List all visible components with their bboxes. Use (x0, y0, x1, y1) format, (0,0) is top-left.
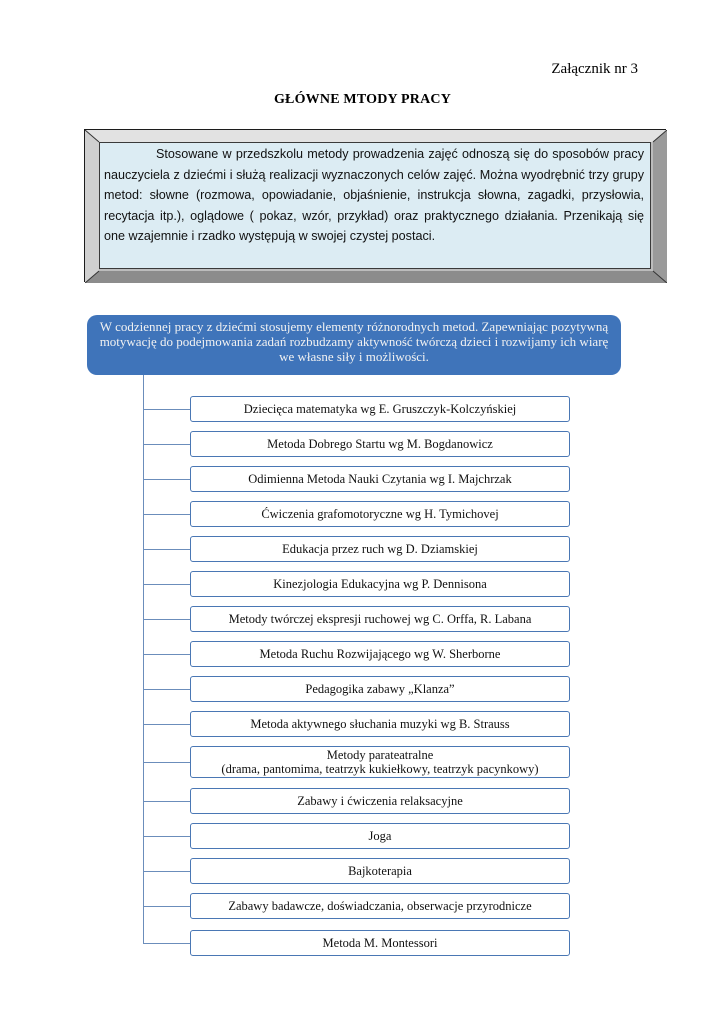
intro-text: Stosowane w przedszkolu metody prowadzenia zajęć odnoszą się do sposobów pracy nauczyciela z dziećmi i służą realizacji wyznaczonych celów zajęć. Można wyodrębnić trzy grupy metod: słowne (rozmowa, opowiadanie, objaśnienie, instrukcja słowna, zagadki, przysłowia, recytacja itp.), oglądowe ( pokaz, wzór, przykład) oraz praktycznego działania. Przenikają się one wzajemnie i rzadko występują w swojej czystej postaci. (104, 147, 644, 243)
connector-branch (143, 871, 190, 872)
connector-branch (143, 549, 190, 550)
method-item-line1: Ćwiczenia grafomotoryczne wg H. Tymichovej (261, 507, 499, 521)
annex-label: Załącznik nr 3 (551, 61, 638, 77)
method-item (190, 930, 570, 956)
connector-branch (143, 801, 190, 802)
method-item-line1: Metoda M. Montessori (322, 936, 438, 950)
method-item-line1: Edukacja przez ruch wg D. Dziamskiej (282, 542, 478, 556)
connector-branch (143, 906, 190, 907)
connector-branch (143, 724, 190, 725)
connector-branch (143, 654, 190, 655)
diagram-header: W codziennej pracy z dziećmi stosujemy elementy różnorodnych metod. Zapewniając pozytywną motywację do podejmowania zadań rozbudzamy aktywność twórczą dzieci i rozwijamy ich wiarę we własne siły i możliwości. (87, 315, 621, 375)
method-item (190, 466, 570, 492)
connector-vertical (143, 375, 144, 944)
method-item-line1: Joga (368, 829, 392, 843)
method-item-line1: Dziecięca matematyka wg E. Gruszczyk-Kolczyńskiej (243, 402, 517, 416)
method-item-line1: Metoda aktywnego słuchania muzyki wg B. Strauss (250, 717, 510, 731)
method-item (190, 501, 570, 527)
method-item (190, 431, 570, 457)
method-item-line1: Zabawy badawcze, doświadczania, obserwacje przyrodnicze (228, 899, 532, 913)
method-item-line2: (drama, pantomima, teatrzyk kukiełkowy, teatrzyk pacynkowy) (221, 762, 539, 776)
method-item (190, 396, 570, 422)
method-item-line1: Metody twórczej ekspresji ruchowej wg C. Orffa, R. Labana (228, 612, 532, 626)
connector-branch (143, 836, 190, 837)
method-item-line1: Bajkoterapia (348, 864, 412, 878)
connector-branch (143, 689, 190, 690)
method-item-line1: Zabawy i ćwiczenia relaksacyjne (297, 794, 463, 808)
page-title: GŁÓWNE MTODY PRACY (273, 92, 452, 107)
connector-branch (143, 409, 190, 410)
method-item (190, 788, 570, 814)
connector-branch (143, 479, 190, 480)
method-item (190, 676, 570, 702)
intro-paragraph (104, 144, 644, 247)
method-item (190, 823, 570, 849)
method-item (190, 571, 570, 597)
method-item-line1: Kinezjologia Edukacyjna wg P. Dennisona (273, 577, 487, 591)
method-item (190, 893, 570, 919)
method-item-line1: Pedagogika zabawy „Klanza” (305, 682, 455, 696)
connector-branch (143, 762, 190, 763)
method-item (190, 641, 570, 667)
connector-branch (143, 584, 190, 585)
method-item-line1: Odimienna Metoda Nauki Czytania wg I. Majchrzak (248, 472, 512, 486)
method-item-line1: Metody parateatralne (326, 748, 434, 762)
method-item (190, 746, 570, 778)
method-item-line1: Metoda Dobrego Startu wg M. Bogdanowicz (267, 437, 493, 451)
method-item (190, 858, 570, 884)
connector-branch (143, 619, 190, 620)
connector-branch (143, 514, 190, 515)
method-item (190, 606, 570, 632)
connector-branch (143, 943, 190, 944)
method-item (190, 711, 570, 737)
method-item-line1: Metoda Ruchu Rozwijającego wg W. Sherborne (259, 647, 501, 661)
connector-branch (143, 444, 190, 445)
method-item (190, 536, 570, 562)
